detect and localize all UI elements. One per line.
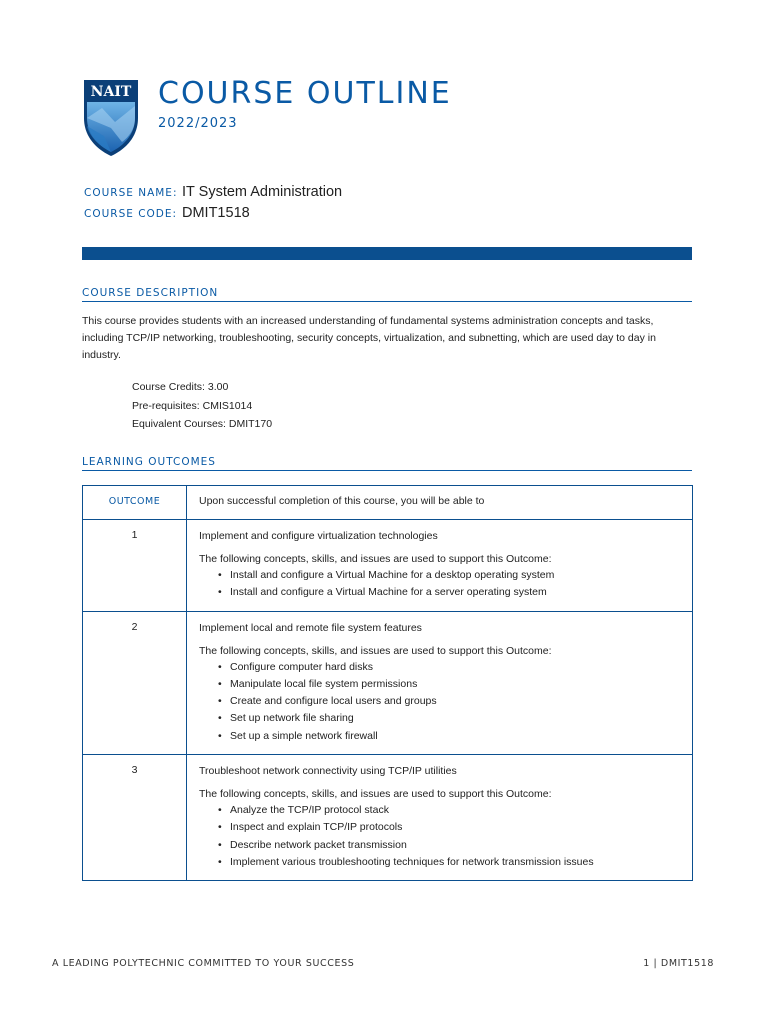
outcome-column-header: OUTCOME (83, 486, 187, 520)
outcomes-table (82, 485, 693, 881)
course-code-value: DMIT1518 (182, 205, 250, 221)
course-code-row (84, 205, 250, 221)
list-item: • Set up a simple network firewall (230, 728, 680, 745)
outcome-support-text: The following concepts, skills, and issues are used to support this Outcome: (199, 553, 552, 565)
nait-shield-icon (82, 78, 140, 158)
outcome-number: 1 (83, 520, 187, 612)
table-row (83, 611, 693, 754)
list-item: • Install and configure a Virtual Machine for a desktop operating system (230, 567, 680, 584)
list-item: • Inspect and explain TCP/IP protocols (230, 819, 680, 836)
list-item: • Install and configure a Virtual Machine for a server operating system (230, 584, 680, 601)
divider-bar (82, 247, 692, 260)
table-row (83, 755, 693, 881)
course-name-label: COURSE NAME: (84, 187, 178, 199)
outcome-title: Implement local and remote file system features (199, 621, 422, 634)
outcome-item-list (199, 659, 680, 745)
footer-tagline: A LEADING POLYTECHNIC COMMITTED TO YOUR SUCCESS (52, 958, 355, 969)
academic-year: 2022/2023 (158, 116, 238, 131)
outcome-intro-header: Upon successful completion of this course, you will be able to (187, 486, 693, 520)
outcome-details (187, 520, 693, 612)
outcome-support-text: The following concepts, skills, and issues are used to support this Outcome: (199, 644, 552, 657)
course-name-value: IT System Administration (182, 184, 343, 200)
nait-logo (82, 78, 140, 158)
page-title: COURSE OUTLINE (158, 76, 452, 111)
logo-wordmark: NAIT (90, 84, 132, 100)
list-item: • Describe network packet transmission (230, 837, 680, 854)
learning-outcomes-heading: LEARNING OUTCOMES (82, 456, 692, 471)
outcomes-header-row (83, 486, 693, 520)
outcome-details (187, 611, 693, 754)
course-description-text: This course provides students with an increased understanding of fundamental systems administration concepts and tasks, including TCP/IP networking, troubleshooting, security concepts, virtualization, and subnetting, which are used day to day in industry. (82, 315, 656, 361)
course-description-heading: COURSE DESCRIPTION (82, 287, 692, 302)
footer-page-number: 1 | DMIT1518 (643, 958, 714, 969)
course-code-label: COURSE CODE: (84, 208, 178, 220)
outcome-number: 2 (83, 611, 187, 754)
outcome-item-list (199, 802, 680, 871)
course-facts (132, 378, 272, 434)
outcome-support-text: The following concepts, skills, and issues are used to support this Outcome: (199, 788, 552, 801)
list-item: • Create and configure local users and groups (230, 693, 680, 710)
course-name-row (84, 184, 342, 200)
list-item: • Implement various troubleshooting techniques for network transmission issues (230, 854, 680, 871)
table-row (83, 520, 693, 612)
course-credits: Course Credits: 3.00 (132, 381, 229, 393)
outcome-title: Implement and configure virtualization technologies (199, 530, 438, 542)
outcome-title: Troubleshoot network connectivity using TCP/IP utilities (199, 765, 457, 778)
list-item: • Manipulate local file system permissions (230, 676, 680, 693)
list-item: • Set up network file sharing (230, 710, 680, 727)
course-equivalents: Equivalent Courses: DMIT170 (132, 418, 273, 430)
outcome-number: 3 (83, 755, 187, 881)
list-item: • Analyze the TCP/IP protocol stack (230, 802, 680, 819)
list-item: • Configure computer hard disks (230, 659, 680, 676)
outcome-details (187, 755, 693, 881)
outcome-item-list (199, 567, 680, 602)
course-prerequisites: Pre-requisites: CMIS1014 (132, 399, 253, 412)
